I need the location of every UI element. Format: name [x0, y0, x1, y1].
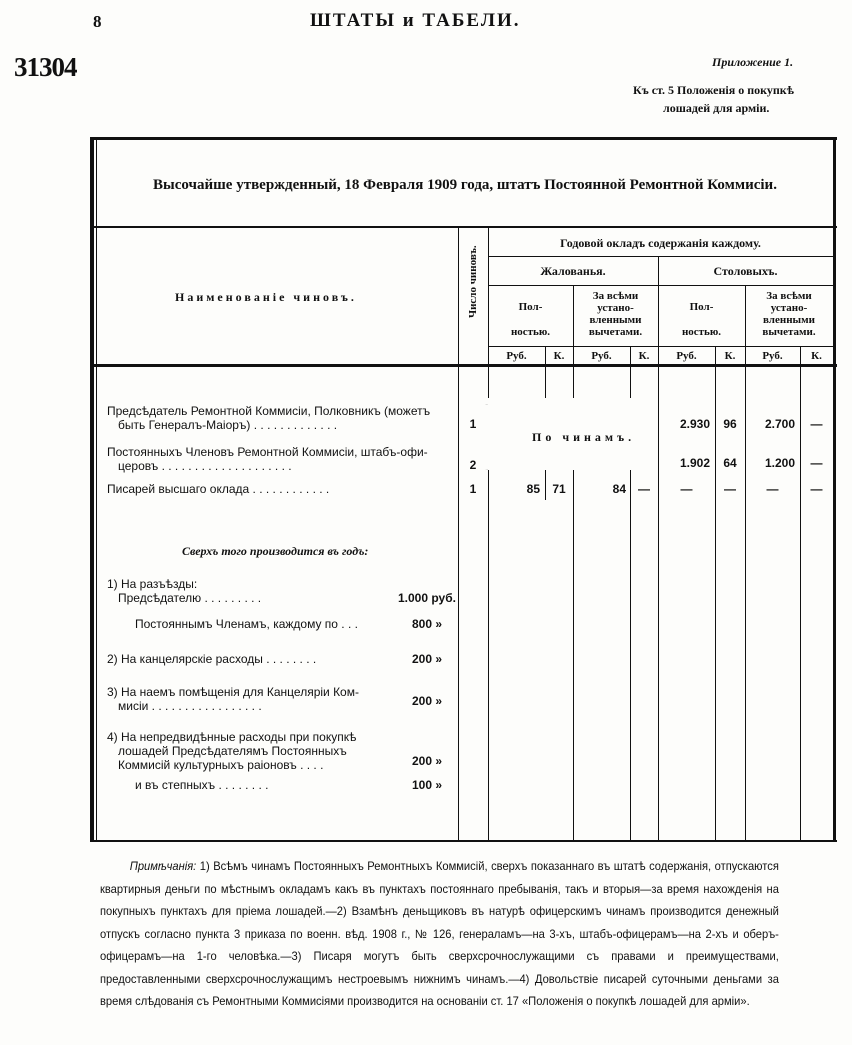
extra-item: 2) На канцелярскіе расходы . . . . . . . .	[107, 652, 317, 666]
stamp-number: 31304	[14, 52, 77, 82]
unit-kop: К.	[553, 350, 565, 362]
cell-value: —	[810, 456, 823, 470]
cell-value: —	[638, 482, 650, 496]
extra-amount: 100 »	[412, 778, 443, 792]
cell-value: —	[810, 417, 823, 431]
rank-name: Предсѣдатель Ремонтной Коммисіи, Полковникъ (можетъ	[107, 404, 431, 418]
column-header-name: Наименованіе чиновъ.	[175, 290, 357, 304]
notes-text: 1) Всѣмъ чинамъ Постоянныхъ Ремонтныхъ Коммисій, сверхъ показаннаго въ штатѣ содержанія, отпускаются квартирныя деньги по мѣстнымъ окладамъ какъ въ пунктахъ постояннаго пребыванія, такъ и вторыя—за время нахожденія на покупныхъ пунктахъ для пріема лошадей.—2) Взамѣнъ деньщиковъ въ натурѣ офицерскимъ чинамъ производится денежный отпускъ согласно пункта 3 приказа по военн. вѣд. 1908 г., № 126, генераламъ—на 3-хъ, штабъ-офицерамъ—на 2-хъ и оберъ-офицерамъ—на 1-го человѣка.—3) Писаря могутъ быть сверхсрочнослужащими съ правами и преимуществами, предоставленными сверхсрочнослужащимъ нестроевымъ нижнимъ чинамъ.—4) Довольствіе писарей суточными деньгами за время слѣдованія съ Ремонтными Коммисіями производится на основаніи ст. 17 «Положенія о покупкѣ лошадей для арміи».	[100, 859, 779, 1008]
unit-rub: Руб.	[506, 350, 527, 362]
running-title: ШТАТЫ и ТАБЕЛИ.	[310, 10, 521, 31]
cell-value: 2.700	[764, 417, 795, 431]
extra-item: Предсѣдателю . . . . . . . . .	[118, 591, 262, 605]
column-header-annual: Годовой окладъ содержанія каждому.	[560, 236, 761, 250]
cell-value: 1.200	[764, 456, 795, 470]
rank-name: церовъ . . . . . . . . . . . . . . . . . . . .	[118, 459, 292, 473]
cell-value: 64	[723, 456, 737, 470]
column-header-table-money: Столовыхъ.	[713, 264, 778, 278]
unit-rub: Руб.	[762, 350, 783, 362]
unit-rub: Руб.	[591, 350, 612, 362]
appendix-label: Приложение 1.	[712, 55, 794, 69]
extra-amount: 800 »	[412, 617, 443, 631]
page-number: 8	[93, 12, 102, 31]
extras-heading: Сверхъ того производится въ годъ:	[182, 544, 369, 558]
cell-value: 2.930	[679, 417, 710, 431]
extra-amount: 1.000 руб.	[398, 591, 456, 605]
extra-item: лошадей Предсѣдателямъ Постоянныхъ	[118, 744, 347, 758]
cell-value: 1.902	[679, 456, 710, 470]
extra-item: 3) На наемъ помѣщенія для Канцеляріи Ком-	[107, 685, 359, 699]
rank-count: 2	[469, 458, 477, 472]
reference-line: Къ ст. 5 Положенія о покупкѣ	[633, 83, 794, 97]
rank-name: Постоянныхъ Членовъ Ремонтной Коммисіи, штабъ-офи-	[107, 445, 428, 459]
unit-rub: Руб.	[676, 350, 697, 362]
notes-label: Примѣчанія:	[129, 859, 197, 873]
extra-item: Коммисій культурныхъ раіоновъ . . . .	[118, 758, 324, 772]
unit-kop: К.	[724, 350, 736, 362]
reference-line: лошадей для арміи.	[663, 101, 770, 115]
extra-amount: 200 »	[412, 652, 443, 666]
extra-item: 4) На непредвидѣнные расходы при покупкѣ	[107, 730, 357, 744]
subheader-net: За всѣми устано- вленными вычетами.	[588, 290, 643, 338]
rank-name: Писарей высшаго оклада . . . . . . . . . . . .	[107, 482, 330, 496]
column-header-salary: Жалованья.	[540, 264, 606, 278]
by-rank-note: По чинамъ.	[532, 430, 636, 444]
extra-item: и въ степныхъ . . . . . . . .	[135, 778, 269, 792]
extra-item: 1) На разъѣзды:	[107, 577, 198, 591]
cell-value: 85	[526, 482, 540, 496]
extra-item: мисіи . . . . . . . . . . . . . . . . .	[118, 699, 262, 713]
rank-count: 1	[469, 417, 477, 431]
unit-kop: К.	[811, 350, 822, 362]
unit-kop: К.	[638, 350, 650, 362]
rank-count: 1	[469, 482, 477, 496]
subheader-full: Пол- ностью.	[681, 301, 722, 338]
cell-value: —	[810, 482, 823, 496]
extra-amount: 200 »	[412, 754, 443, 768]
cell-value: 96	[723, 417, 737, 431]
cell-value: 84	[612, 482, 626, 496]
extra-amount: 200 »	[412, 694, 443, 708]
subheader-net: За всѣми устано- вленными вычетами.	[762, 290, 816, 338]
subheader-full: Пол- ностью.	[510, 301, 551, 338]
table-title: Высочайше утвержденный, 18 Февраля 1909 года, штатъ Постоянной Ремонтной Коммисіи.	[153, 177, 777, 193]
cell-value: 71	[552, 482, 566, 496]
cell-value: —	[766, 482, 779, 496]
cell-value: —	[680, 482, 693, 496]
notes-paragraph	[100, 855, 779, 1013]
extra-item: Постояннымъ Членамъ, каждому по . . .	[135, 617, 358, 631]
rank-name: быть Генералъ-Маіоръ) . . . . . . . . . . . . .	[118, 418, 338, 432]
column-header-count: Число чиновъ.	[467, 245, 479, 318]
cell-value: —	[724, 482, 736, 496]
